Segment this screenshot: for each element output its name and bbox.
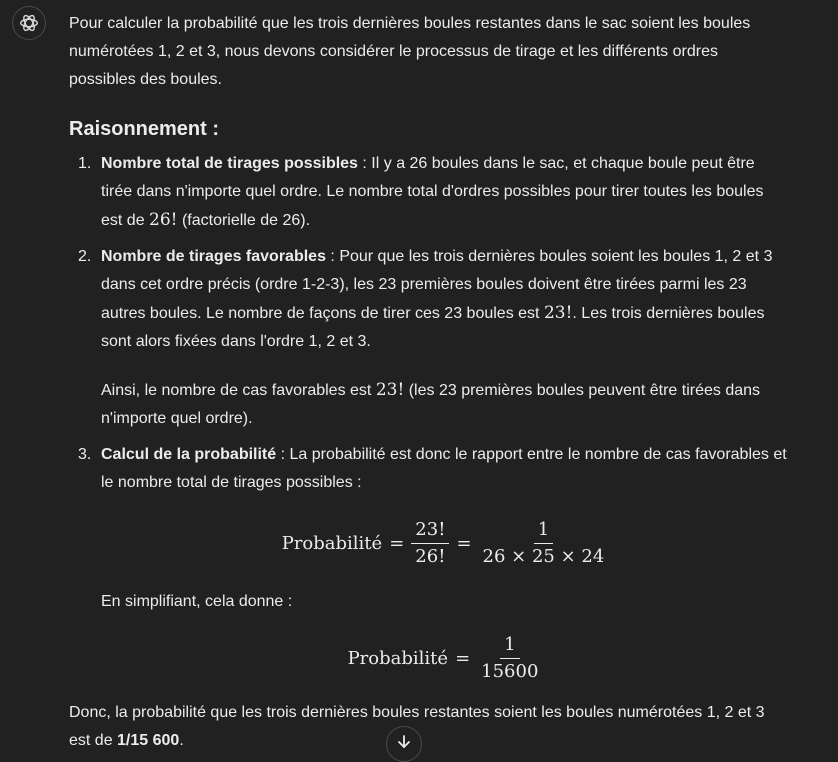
list-number: 2. (78, 248, 92, 265)
list-number: 3. (78, 446, 92, 463)
steps-list (69, 150, 789, 683)
formula-result: Probabilité = $\frac{1}{15600}$ (101, 634, 789, 683)
formula-ratio: Probabilité = $\frac{23!}{26!}$ = $\frac{1}{26 \times 25 \times 24}$ (101, 519, 789, 568)
step-title: Calcul de la probabilité (101, 446, 277, 463)
conclusion-paragraph: Donc, la probabilité que les trois dernières boules restantes soient les boules numérotées 1, 2 et 3 est de 1/15 600. (69, 704, 765, 749)
assistant-message (69, 10, 789, 755)
intro-paragraph: Pour calculer la probabilité que les trois dernières boules restantes dans le sac soient les boules numérotées 1, 2 et 3, nous devons considérer le processus de tirage et les différents ordres possibles des boules. (69, 15, 751, 88)
fraction: $\frac{1}{15600}$ (481, 634, 539, 682)
fraction: $\frac{1}{26 \times 25 \times 24}$ (482, 519, 605, 567)
answer-value: 1/15 600 (117, 732, 180, 749)
list-item (69, 150, 789, 235)
step-title: Nombre de tirages favorables (101, 248, 326, 265)
step-subparagraph: Ainsi, le nombre de cas favorables est 23! (les 23 premières boules peuvent être tirées dans n'importe quel ordre). (101, 380, 761, 427)
section-heading: Raisonnement : (69, 118, 220, 140)
step-paragraph: Nombre total de tirages possibles : Il y a 26 boules dans le sac, et chaque boule peut être tirée dans n'importe quel ordre. Le nombre total d'ordres possibles pour tirer toutes les boules est de 26! (factorielle de 26). (101, 155, 764, 230)
math-inline: 23! (543, 303, 573, 323)
fraction: $\frac{23!}{26!}$ (411, 519, 449, 568)
step-paragraph: Calcul de la probabilité : La probabilité est donc le rapport entre le nombre de cas favorables et le nombre total de tirages possibles : (101, 446, 787, 491)
list-item (69, 441, 789, 683)
arrow-down-icon (397, 735, 411, 749)
list-number: 1. (78, 155, 92, 172)
math-inline: 26! (149, 210, 178, 230)
list-item (69, 243, 789, 433)
math-inline: 23! (375, 380, 405, 400)
openai-logo-icon (18, 12, 40, 34)
assistant-avatar (12, 6, 46, 40)
step-paragraph: Nombre de tirages favorables : Pour que les trois dernières boules soient les boules 1, 2 et 3 dans cet ordre précis (ordre 1-2-3), les 23 premières boules doivent être tirées parmi les 23 autres boules. Le nombre de façons de tirer ces 23 boules est 23!. Les trois dernières boules sont alors fixées dans l'ordre 1, 2 et 3. (101, 248, 773, 350)
step-title: Nombre total de tirages possibles (101, 155, 358, 172)
simplify-text: En simplifiant, cela donne : (101, 593, 293, 610)
scroll-to-bottom-button[interactable] (386, 726, 422, 762)
